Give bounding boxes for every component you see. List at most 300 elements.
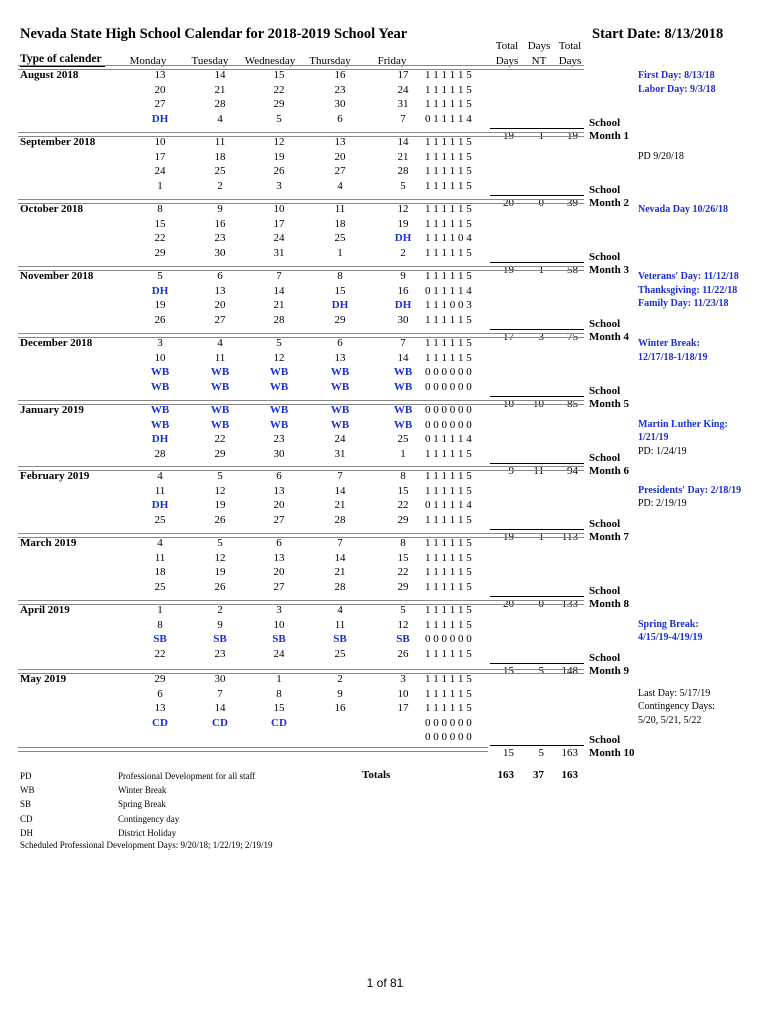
day-cell: SB: [213, 633, 227, 645]
month-note: Last Day: 5/17/19: [638, 687, 711, 699]
school-month-label: [589, 518, 629, 544]
day-cell: 16: [214, 217, 226, 230]
day-cell: 12: [397, 203, 409, 215]
week-attendance-flags: 1 1 1 1 1 5: [425, 604, 472, 616]
day-cell: 5: [400, 179, 406, 192]
page-title: Nevada State High School Calendar for 2018-2019 School Year: [20, 26, 408, 42]
day-cell: 22: [154, 647, 166, 660]
month-name: April 2019: [20, 604, 70, 616]
week-attendance-flags: 0 0 0 0 0 0: [425, 731, 472, 743]
day-cell: WB: [393, 418, 413, 431]
week-attendance-flags: 0 0 0 0 0 0: [425, 633, 472, 645]
month-name: December 2018: [20, 337, 93, 349]
day-cell: 31: [397, 98, 409, 110]
week-attendance-flags: 1 1 1 1 1 5: [425, 98, 472, 110]
month-separator: [18, 333, 584, 338]
month-days-nt: 0: [538, 598, 544, 610]
week-attendance-flags: 1 1 1 1 1 5: [425, 246, 472, 259]
day-cell: 26: [214, 580, 226, 593]
day-cell: 11: [334, 203, 346, 215]
day-cell: 1: [276, 673, 282, 685]
month-note: Spring Break:: [638, 618, 699, 630]
week-attendance-flags: 0 1 1 1 1 4: [425, 433, 472, 445]
legend-description: Winter Break: [118, 785, 167, 795]
day-cell: 26: [397, 647, 409, 660]
day-cell: 18: [214, 150, 226, 163]
day-cell: 14: [334, 484, 346, 497]
day-cell: 28: [154, 447, 166, 460]
school-month-line: School: [589, 251, 621, 263]
day-cell: 23: [214, 647, 226, 660]
day-cell: 25: [154, 580, 166, 593]
month-name: January 2019: [20, 404, 84, 416]
legend-description: Contingency day: [118, 814, 180, 824]
day-cell: 7: [217, 687, 223, 700]
day-cell: WB: [210, 366, 230, 378]
week-attendance-flags: 1 1 1 1 1 5: [425, 618, 472, 631]
day-cell: 17: [397, 69, 409, 81]
month-note: 4/15/19-4/19/19: [638, 632, 703, 643]
day-cell: 3: [157, 337, 163, 349]
day-cell: 28: [334, 513, 346, 526]
day-cell: 8: [157, 203, 163, 215]
day-cell: 29: [154, 246, 166, 259]
school-month-line: School: [589, 318, 621, 330]
day-cell: 29: [397, 580, 409, 593]
school-month-label: [589, 652, 629, 678]
day-cell: 19: [214, 499, 226, 511]
week-attendance-flags: 1 1 1 1 1 5: [425, 551, 472, 564]
day-cell: 22: [273, 83, 285, 96]
day-cell: SB: [272, 633, 286, 645]
month-cumulative-days: 94: [567, 465, 578, 477]
day-cell: 7: [400, 112, 406, 125]
day-cell: 4: [217, 337, 223, 349]
month-total-days: 17: [503, 331, 514, 343]
day-cell: 9: [400, 270, 406, 282]
month-days-nt: 3: [538, 331, 544, 343]
day-cell: 6: [276, 537, 282, 549]
week-attendance-flags: 1 1 1 1 1 5: [425, 351, 472, 364]
month-cumulative-days: 163: [561, 746, 578, 759]
legend-code: SB: [20, 799, 32, 809]
totals-rule: [490, 745, 584, 746]
day-cell: CD: [212, 716, 228, 729]
day-cell: 30: [214, 673, 226, 685]
month-cumulative-days: 75: [567, 331, 578, 343]
day-cell: 31: [334, 447, 346, 460]
day-cell: 30: [334, 98, 346, 110]
week-attendance-flags: 1 1 1 1 1 5: [425, 647, 472, 660]
day-cell: WB: [210, 418, 230, 431]
day-cell: 20: [154, 83, 166, 96]
day-cell: 13: [334, 136, 346, 148]
day-cell: 29: [273, 98, 285, 110]
day-cell: 5: [276, 337, 282, 349]
day-cell: 27: [334, 165, 346, 177]
day-cell: 16: [334, 702, 346, 714]
day-cell: DH: [151, 433, 169, 445]
day-cell: 21: [334, 499, 346, 511]
header-tuesday: Tuesday: [191, 55, 229, 67]
legend-description: Spring Break: [118, 799, 166, 809]
day-cell: 8: [400, 470, 406, 482]
day-cell: 26: [273, 165, 285, 177]
day-cell: WB: [150, 366, 170, 378]
day-cell: 25: [334, 647, 346, 660]
month-name: March 2019: [20, 537, 77, 549]
day-cell: 30: [214, 246, 226, 259]
day-cell: 1: [157, 604, 163, 616]
week-attendance-flags: 1 1 1 1 1 5: [425, 136, 472, 148]
day-cell: 25: [154, 513, 166, 526]
day-cell: 17: [397, 702, 409, 714]
legend-description: Professional Development for all staff: [118, 771, 256, 781]
day-cell: 14: [214, 69, 226, 81]
day-cell: WB: [150, 380, 170, 393]
day-cell: 6: [337, 337, 343, 349]
day-cell: 5: [157, 270, 163, 282]
day-cell: CD: [271, 716, 287, 729]
day-cell: 6: [217, 270, 223, 282]
day-cell: 11: [214, 351, 226, 364]
day-cell: WB: [393, 366, 413, 378]
month-cumulative-days: 148: [561, 665, 578, 677]
day-cell: 7: [276, 270, 282, 282]
day-cell: 29: [334, 313, 346, 326]
week-attendance-flags: 1 1 1 1 1 5: [425, 165, 472, 177]
month-name: November 2018: [20, 270, 94, 282]
day-cell: 9: [217, 618, 223, 631]
day-cell: 14: [214, 702, 226, 714]
day-cell: 7: [337, 537, 343, 549]
month-note: PD: 1/24/19: [638, 445, 687, 457]
week-attendance-flags: 0 1 1 1 1 4: [425, 284, 472, 297]
day-cell: 22: [397, 566, 409, 578]
day-cell: 11: [334, 618, 346, 631]
school-month-line: Month 7: [589, 531, 630, 543]
day-cell: 13: [334, 351, 346, 364]
day-cell: 15: [397, 551, 409, 564]
school-month-label: [589, 251, 629, 277]
month-note: Family Day: 11/23/18: [638, 298, 729, 309]
day-cell: 4: [337, 604, 343, 616]
school-month-line: School: [589, 585, 621, 597]
day-cell: 24: [273, 647, 285, 660]
week-attendance-flags: 0 1 1 1 1 4: [425, 499, 472, 511]
month-name: October 2018: [20, 203, 84, 215]
month-cumulative-days: 113: [561, 531, 578, 543]
day-cell: 2: [400, 246, 406, 259]
week-attendance-flags: 1 1 1 1 1 5: [425, 673, 472, 685]
day-cell: DH: [151, 112, 169, 125]
day-cell: 19: [214, 566, 226, 578]
day-cell: WB: [269, 366, 289, 378]
day-cell: 6: [337, 112, 343, 125]
school-month-line: Month 6: [589, 465, 630, 477]
day-cell: 16: [397, 284, 409, 297]
school-month-line: School: [589, 733, 621, 746]
day-cell: WB: [150, 418, 170, 431]
day-cell: 9: [217, 203, 223, 215]
school-month-line: School: [589, 117, 621, 129]
day-cell: 4: [217, 112, 223, 125]
school-month-line: Month 4: [589, 331, 630, 343]
day-cell: 24: [397, 83, 409, 96]
month-note: Winter Break:: [638, 338, 700, 349]
school-month-line: School: [589, 184, 621, 196]
header-total-days2-line1: Total: [558, 40, 582, 52]
day-cell: 16: [334, 69, 346, 81]
day-cell: 4: [157, 537, 163, 549]
header-days-nt-line1: Days: [527, 40, 551, 52]
month-days-nt: 10: [533, 398, 544, 410]
month-separator: [18, 266, 584, 271]
day-cell: 11: [214, 136, 226, 148]
day-cell: DH: [151, 284, 169, 297]
day-cell: 10: [397, 687, 409, 700]
totals-label: Totals: [362, 769, 391, 781]
day-cell: 15: [334, 284, 346, 297]
month-total-days: 19: [503, 264, 514, 276]
day-cell: 10: [154, 136, 166, 148]
week-attendance-flags: 0 0 0 0 0 0: [425, 418, 472, 431]
week-attendance-flags: 1 1 1 1 1 5: [425, 702, 472, 714]
month-cumulative-days: 19: [567, 130, 578, 142]
month-days-nt: 11: [533, 465, 544, 477]
day-cell: 21: [334, 566, 346, 578]
week-attendance-flags: 1 1 1 1 1 5: [425, 179, 472, 192]
legend-code: WB: [20, 785, 35, 795]
day-cell: 27: [273, 580, 285, 593]
month-total-days: 15: [503, 746, 514, 759]
month-separator: [18, 669, 584, 674]
month-cumulative-days: 133: [561, 598, 578, 610]
month-note: PD 9/20/18: [638, 150, 684, 162]
header-monday: Monday: [129, 55, 167, 67]
week-attendance-flags: 1 1 1 1 1 5: [425, 566, 472, 578]
day-cell: 17: [154, 150, 166, 163]
day-cell: 21: [214, 83, 226, 96]
legend-code: CD: [20, 814, 33, 824]
day-cell: 8: [276, 687, 282, 700]
month-note: First Day: 8/13/18: [638, 70, 715, 81]
day-cell: 7: [337, 470, 343, 482]
month-note: Veterans' Day: 11/12/18: [638, 271, 739, 282]
school-month-line: Month 1: [589, 130, 630, 142]
day-cell: 12: [397, 618, 409, 631]
legend-description: District Holiday: [118, 828, 177, 838]
month-separator: [18, 199, 584, 204]
day-cell: 5: [400, 604, 406, 616]
totals-cumulative: 163: [561, 769, 578, 781]
day-cell: 14: [273, 284, 285, 297]
page-number: 1 of 81: [366, 976, 404, 990]
day-cell: 20: [273, 499, 285, 511]
day-cell: 30: [273, 447, 285, 460]
school-month-line: Month 8: [589, 598, 630, 610]
month-total-days: 9: [508, 465, 514, 477]
day-cell: 12: [273, 351, 285, 364]
day-cell: SB: [153, 633, 167, 645]
legend-code: PD: [20, 771, 32, 781]
day-cell: 3: [400, 673, 406, 685]
day-cell: 13: [214, 284, 226, 297]
day-cell: 19: [154, 299, 166, 311]
day-cell: 10: [273, 203, 285, 215]
day-cell: 21: [273, 299, 285, 311]
day-cell: 19: [273, 150, 285, 163]
week-attendance-flags: 1 1 1 1 0 4: [425, 232, 472, 244]
month-note: Nevada Day 10/26/18: [638, 204, 728, 215]
month-separator: [18, 533, 584, 538]
month-name: February 2019: [20, 470, 90, 482]
day-cell: 10: [273, 618, 285, 631]
day-cell: 23: [273, 433, 285, 445]
school-month-label: [589, 184, 629, 210]
day-cell: 24: [154, 165, 166, 177]
month-days-nt: 1: [538, 264, 544, 276]
day-cell: WB: [330, 418, 350, 431]
day-cell: 13: [154, 702, 166, 714]
day-cell: SB: [333, 633, 347, 645]
day-cell: 18: [334, 217, 346, 230]
day-cell: 12: [214, 484, 226, 497]
day-cell: 25: [214, 165, 226, 177]
month-note: PD: 2/19/19: [638, 498, 687, 509]
totals-rule: [490, 463, 584, 464]
day-cell: 2: [217, 604, 223, 616]
day-cell: 8: [157, 618, 163, 631]
day-cell: 26: [214, 513, 226, 526]
month-note: Presidents' Day: 2/18/19: [638, 484, 742, 496]
day-cell: 10: [154, 351, 166, 364]
totals-rule: [490, 262, 584, 263]
day-cell: 28: [273, 313, 285, 326]
week-attendance-flags: 0 0 0 0 0 0: [425, 366, 472, 378]
day-cell: 31: [273, 246, 285, 259]
week-attendance-flags: 0 0 0 0 0 0: [425, 404, 472, 416]
type-of-calendar-label: Type of calender: [20, 53, 102, 65]
month-separator: [18, 400, 584, 405]
month-total-days: 19: [503, 531, 514, 543]
day-cell: 7: [400, 337, 406, 349]
school-month-label: [589, 117, 629, 143]
week-attendance-flags: 1 1 1 1 1 5: [425, 69, 472, 81]
totals-rule: [490, 128, 584, 129]
day-cell: 11: [154, 484, 166, 497]
day-cell: 29: [397, 513, 409, 526]
day-cell: DH: [394, 299, 412, 311]
day-cell: 18: [154, 566, 166, 578]
day-cell: 15: [154, 217, 166, 230]
day-cell: 22: [397, 499, 409, 511]
header-wednesday: Wednesday: [244, 55, 296, 67]
day-cell: 14: [334, 551, 346, 564]
day-cell: 29: [214, 447, 226, 460]
day-cell: 25: [397, 433, 409, 445]
day-cell: WB: [269, 380, 289, 393]
day-cell: WB: [269, 404, 289, 416]
day-cell: DH: [331, 299, 349, 311]
day-cell: 5: [276, 112, 282, 125]
day-cell: WB: [393, 380, 413, 393]
month-cumulative-days: 58: [567, 264, 578, 276]
day-cell: 8: [337, 270, 343, 282]
month-separator: [18, 466, 584, 471]
pd-days-note: Scheduled Professional Development Days: 9/20/18; 1/22/19; 2/19/19: [20, 840, 273, 850]
day-cell: 22: [154, 232, 166, 244]
day-cell: 24: [334, 433, 346, 445]
day-cell: SB: [396, 633, 410, 645]
day-cell: 2: [217, 179, 223, 192]
totals-rule: [490, 329, 584, 330]
month-days-nt: 0: [538, 197, 544, 209]
month-days-nt: 5: [538, 746, 544, 759]
day-cell: 27: [273, 513, 285, 526]
school-month-label: [589, 385, 629, 411]
day-cell: DH: [394, 232, 412, 244]
legend-code: DH: [20, 828, 33, 838]
day-cell: WB: [393, 404, 413, 416]
day-cell: 23: [334, 83, 346, 96]
day-cell: 1: [400, 447, 406, 460]
month-note: Labor Day: 9/3/18: [638, 83, 716, 95]
header-friday: Friday: [377, 55, 407, 67]
month-separator: [18, 747, 488, 752]
month-note: 5/20, 5/21, 5/22: [638, 714, 702, 726]
day-cell: 8: [400, 537, 406, 549]
day-cell: 3: [276, 604, 282, 616]
day-cell: WB: [269, 418, 289, 431]
day-cell: 13: [273, 551, 285, 564]
week-attendance-flags: 1 1 1 1 1 5: [425, 203, 472, 215]
totals-rule: [490, 529, 584, 530]
month-days-nt: 5: [538, 665, 544, 677]
day-cell: 29: [154, 673, 166, 685]
school-month-label: [589, 585, 629, 611]
day-cell: 12: [273, 136, 285, 148]
day-cell: 5: [217, 537, 223, 549]
day-cell: 17: [273, 217, 285, 230]
day-cell: 15: [397, 484, 409, 497]
day-cell: 6: [276, 470, 282, 482]
week-attendance-flags: 1 1 1 1 1 5: [425, 537, 472, 549]
day-cell: 25: [334, 232, 346, 244]
day-cell: 2: [337, 673, 343, 685]
day-cell: CD: [152, 716, 168, 729]
school-month-label: [589, 734, 635, 760]
day-cell: WB: [210, 380, 230, 393]
week-attendance-flags: 1 1 1 1 1 5: [425, 150, 472, 163]
day-cell: 4: [157, 470, 163, 482]
week-attendance-flags: 1 1 1 1 1 5: [425, 447, 472, 460]
week-attendance-flags: 1 1 1 1 1 5: [425, 513, 472, 526]
day-cell: 23: [214, 232, 226, 244]
week-attendance-flags: 1 1 1 1 1 5: [425, 83, 472, 96]
week-attendance-flags: 1 1 1 1 1 5: [425, 470, 472, 482]
week-attendance-flags: 1 1 1 1 1 5: [425, 580, 472, 593]
totals-rule: [490, 396, 584, 397]
week-attendance-flags: 1 1 1 1 1 5: [425, 217, 472, 230]
day-cell: 24: [273, 232, 285, 244]
month-total-days: 10: [503, 398, 514, 410]
month-days-nt: 1: [538, 531, 544, 543]
month-name: August 2018: [20, 69, 79, 81]
totals-rule: [490, 663, 584, 664]
day-cell: 6: [157, 687, 163, 700]
day-cell: 30: [397, 313, 409, 326]
